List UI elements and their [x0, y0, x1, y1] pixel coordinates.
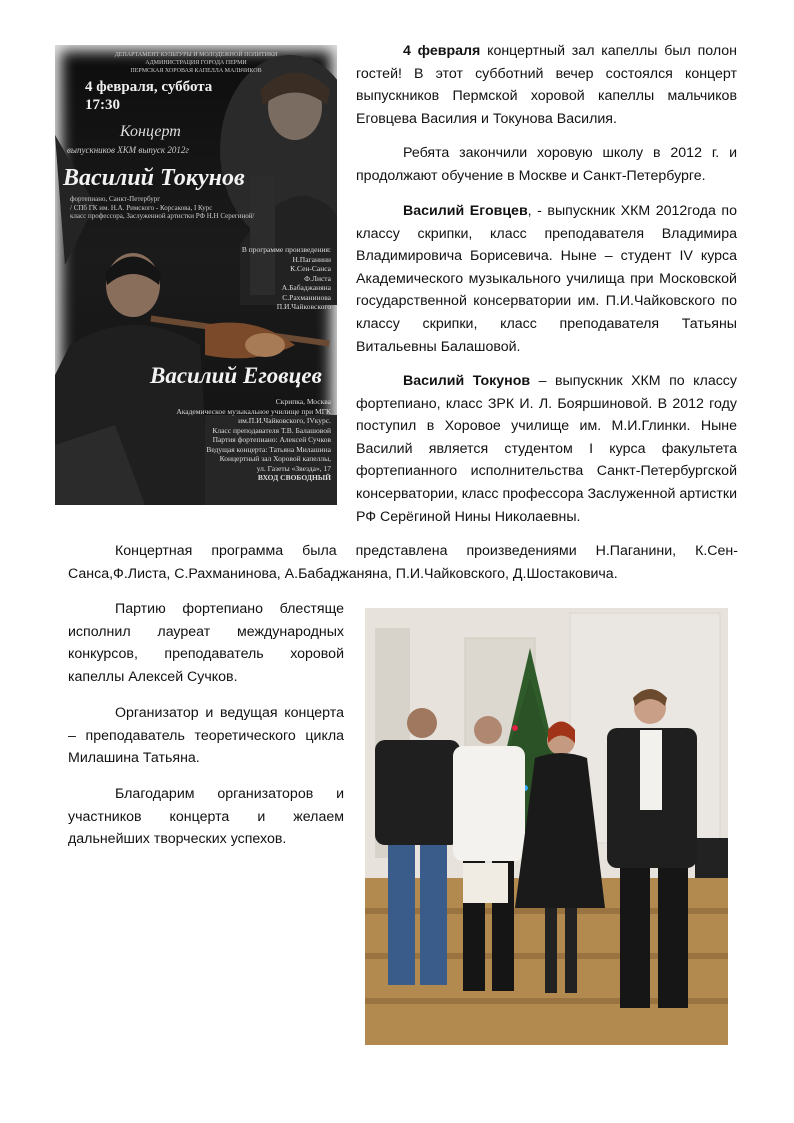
poster-info-line: Скрипка, Москва — [275, 397, 331, 406]
poster-info-line: Концертный зал Хоровой капеллы, — [219, 454, 331, 463]
poster-info-line: класс профессора, Заслуженной артистки РФ Н.Н Серегиной/ — [70, 212, 255, 220]
article-text: , - выпускник ХКМ 2012года по классу скрипки, класс преподавателя Владимира Владимировича Борисевича. Ныне – студент IV курса Академического музыкального училища при Московской государственной консерватории им. П.И.Чайковского по классу скрипки, класс преподавателя Татьяны Витальевны Балашовой. — [356, 203, 737, 355]
poster-time: 17:30 — [85, 97, 120, 113]
poster-performer2-info — [135, 397, 331, 483]
group-photo-illustration — [365, 608, 728, 1045]
article-paragraph-egovtsev — [356, 200, 737, 358]
article-paragraph-tokunov — [356, 370, 737, 528]
poster-subtitle: выпускников ХКМ выпуск 2012г — [67, 145, 189, 155]
article-paragraph-organizer: Организатор и ведущая концерта – преподаватель теоретического цикла Милашина Татьяна. — [68, 705, 344, 767]
poster-header — [55, 51, 337, 75]
poster-header-line: ПЕРМСКАЯ ХОРОВАЯ КАПЕЛЛА МАЛЬЧИКОВ — [130, 68, 262, 74]
article-paragraph-study: Ребята закончили хоровую школу в 2012 г. и продолжают обучение в Москве и Санкт-Петербурге. — [356, 145, 737, 184]
poster-performer1-info — [70, 195, 254, 221]
poster-performer2-name: Василий Еговцев — [150, 363, 322, 388]
article-paragraph-intro — [356, 40, 737, 130]
article-paragraph-piano: Партию фортепиано блестяще исполнил лауреат международных конкурсов, преподаватель хоровой капеллы Алексей Сучков. — [68, 601, 344, 685]
article-text: – выпускник ХКМ по классу фортепиано, класс ЗРК И. Л. Бояршиновой. В 2012 году поступил в Хоровое училище им. М.И.Глинки. Ныне Василий является студентом I курса факультета фортепианного исполнительства Санкт-Петербургской консерватории, класс профессора Заслуженной артистки РФ Серёгиной Нины Николаевны. — [356, 373, 737, 525]
article-paragraph-program: Концертная программа была представлена произведениями Н.Паганини, К.Сен-Санса,Ф.Листа, С.Рахманинова, А.Бабаджаняна, П.И.Чайковского, Д.Шостаковича. — [68, 543, 738, 582]
poster-header-line: АДМИНИСТРАЦИЯ ГОРОДА ПЕРМИ — [145, 60, 247, 66]
poster-program-line: Н.Паганини — [292, 254, 331, 264]
poster-info-line: Партия фортепиано: Алексей Сучков — [212, 435, 331, 444]
poster-entry: ВХОД СВОБОДНЫЙ — [257, 473, 331, 482]
concert-group-photo — [365, 608, 728, 1045]
poster-title: Концерт — [120, 123, 181, 140]
article-paragraph-thanks: Благодарим организаторов и участников концерта и желаем дальнейших творческих успехов. — [68, 786, 344, 848]
poster-info-line: Класс преподавателя Т.В. Балашовой — [212, 425, 331, 435]
poster-date: 4 февраля, суббота — [85, 79, 213, 95]
poster-program — [242, 245, 331, 312]
article-text: концертный зал капеллы был полон гостей! В этот субботний вечер состоялся концерт выпускников Пермской хоровой капеллы мальчиков Еговцева Василия и Токунова Василия. — [356, 43, 737, 127]
article-date-highlight: 4 февраля — [403, 43, 481, 59]
poster-info-line: фортепиано, Санкт-Петербург — [70, 195, 161, 203]
article-name-highlight: Василий Токунов — [403, 373, 531, 389]
poster-info-line: им.П.И.Чайковского, IVкурс. — [238, 416, 331, 425]
poster-program-line: Ф.Листа — [304, 273, 331, 283]
poster-info-line: Ведущая концерта: Татьяна Милашина — [206, 444, 331, 454]
poster-performer1-name: Василий Токунов — [63, 165, 245, 191]
poster-program-line: А.Бабаджаняна — [281, 283, 331, 292]
poster-program-line: С.Рахманинова — [282, 292, 331, 302]
concert-poster — [55, 45, 337, 505]
article-name-highlight: Василий Еговцев — [403, 203, 528, 219]
poster-program-line: П.И.Чайковского — [276, 302, 331, 311]
poster-info-line: / СПб ГК им. Н.А. Римского - Корсакова, I Курс — [70, 203, 213, 212]
poster-header-line: ДЕПАРТАМЕНТ КУЛЬТУРЫ И МОЛОДЕЖНОЙ ПОЛИТИКИ — [114, 52, 278, 58]
poster-info-line: Академическое музыкальное училище при МГК — [176, 406, 331, 416]
poster-program-line: В программе произведения: — [241, 245, 331, 254]
poster-info-line: ул. Газеты «Звезда», 17 — [256, 463, 331, 473]
poster-program-line: К.Сен-Санса — [290, 264, 331, 273]
poster-date-block — [85, 78, 212, 114]
